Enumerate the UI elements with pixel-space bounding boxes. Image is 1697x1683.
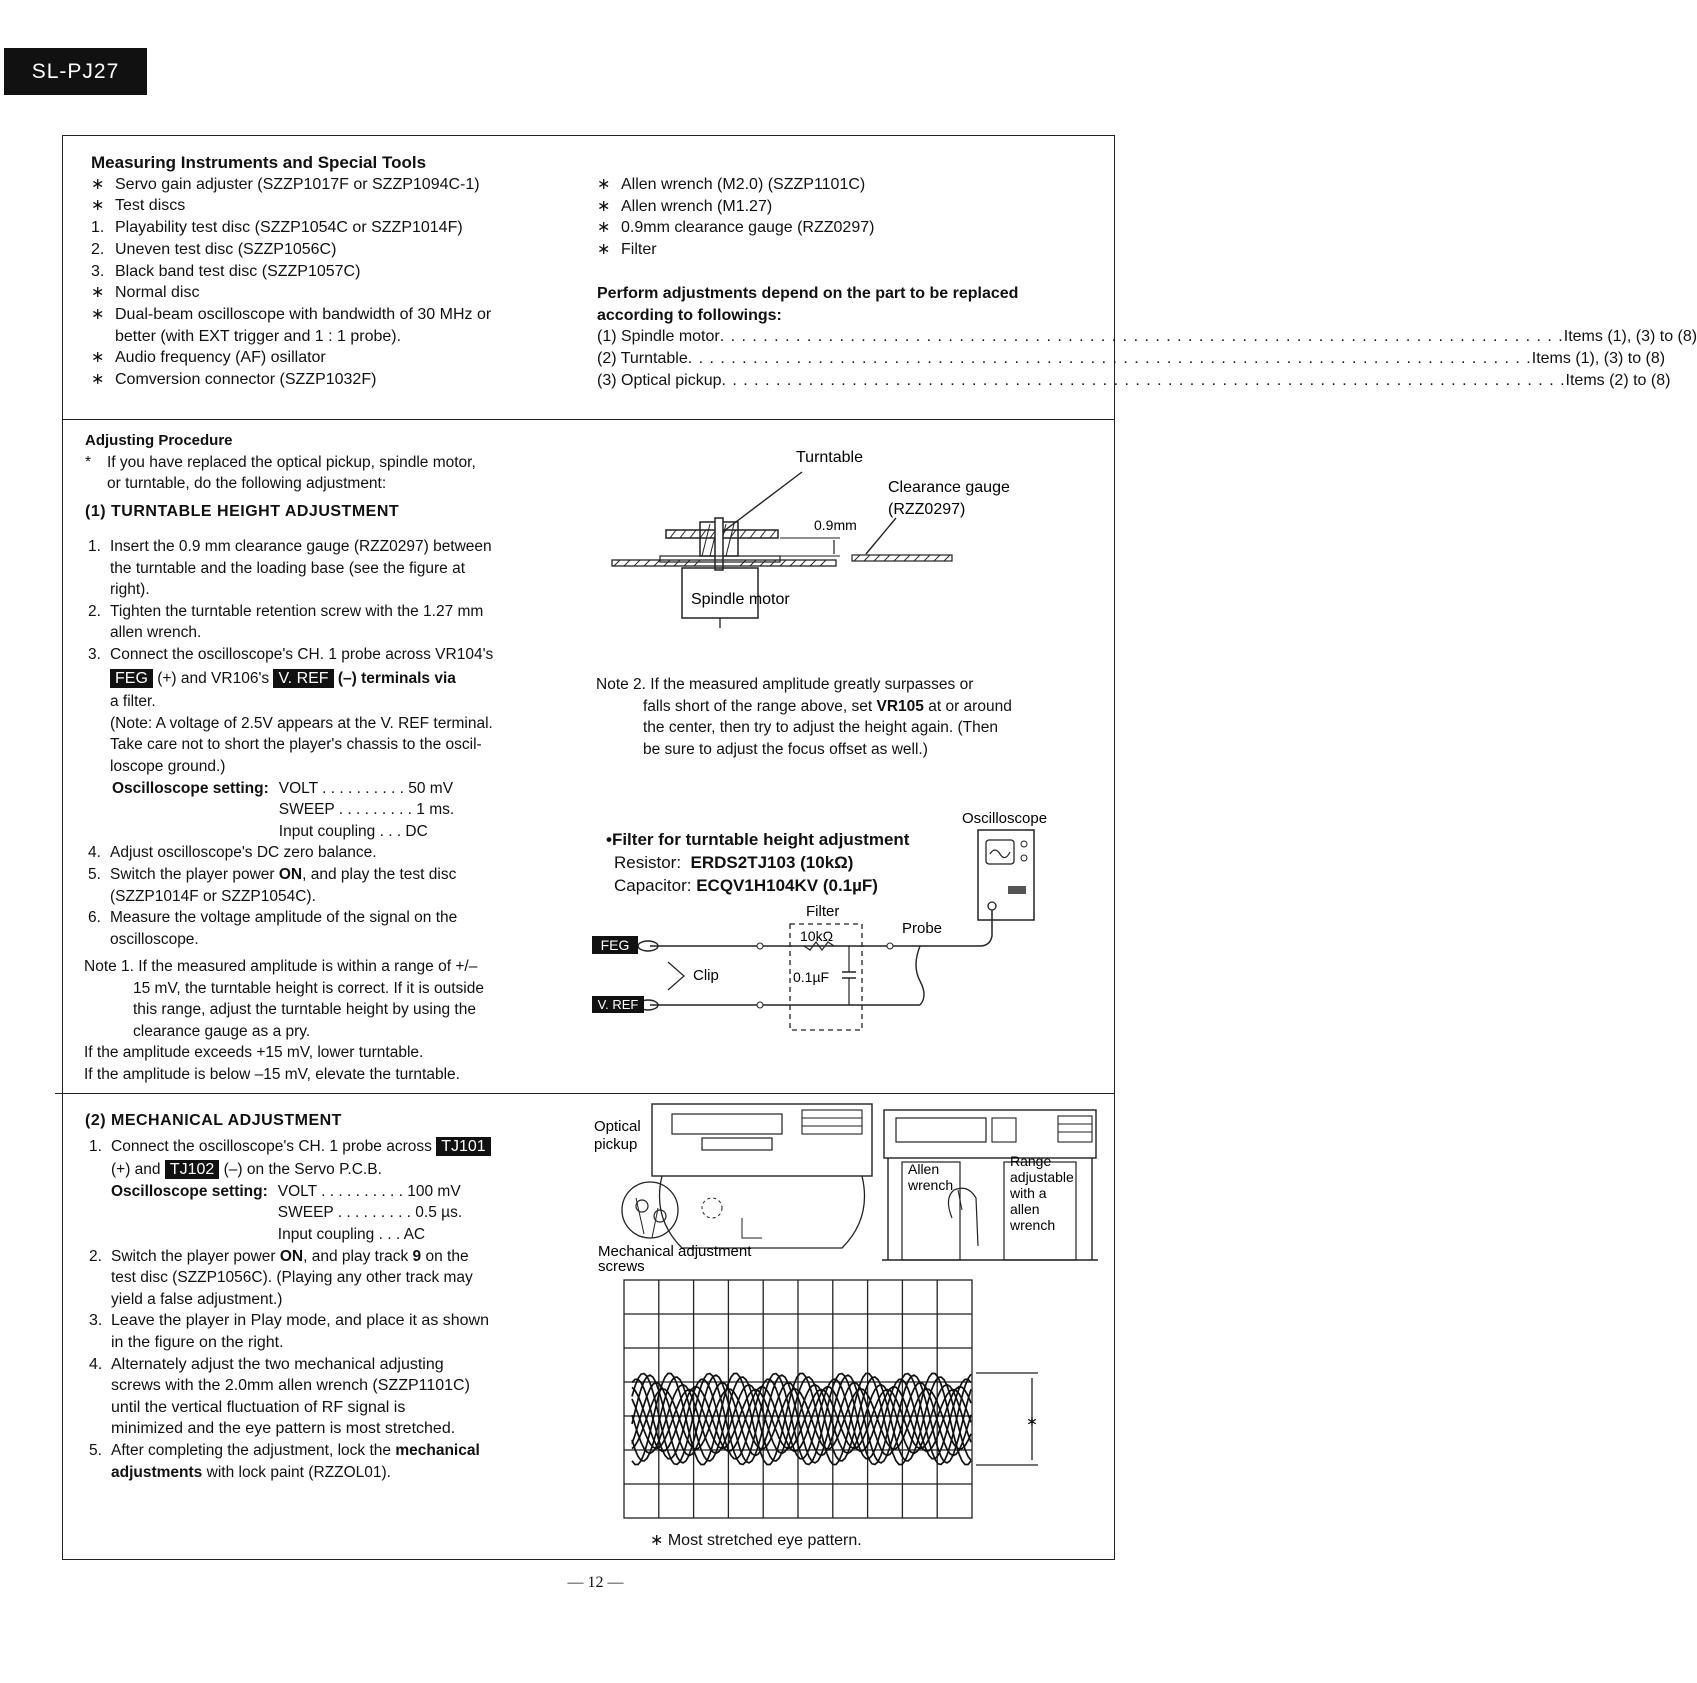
setting-label: Oscilloscope setting: [112, 779, 269, 797]
perform-items: Items (2) to (8) [1565, 371, 1671, 389]
list-marker: 1. [91, 219, 105, 237]
tool-item [91, 261, 591, 283]
intro-text: If you have replaced the optical pickup, spindle motor, [107, 453, 476, 471]
filter-label: Filter [806, 903, 840, 920]
list-text: Allen wrench (M2.0) (SZZP1101C) [621, 176, 866, 193]
tool-item [597, 196, 1097, 218]
perform-part: (3) Optical pickup [597, 371, 722, 389]
tool-item [597, 174, 1097, 196]
setting-row [111, 1181, 462, 1203]
setting-row [111, 1224, 462, 1246]
tool-item [91, 174, 591, 196]
list-marker: ∗ [597, 219, 611, 237]
setting-row [112, 778, 454, 800]
section-1-title: (1) TURNTABLE HEIGHT ADJUSTMENT [85, 502, 400, 520]
clearance-gauge-label: Clearance gauge [888, 479, 1010, 496]
list-text: Filter [621, 241, 657, 259]
list-text: better (with EXT trigger and 1 : 1 probe). [115, 327, 402, 345]
setting-value: VOLT . . . . . . . . . . 100 mV [277, 1182, 461, 1200]
list-text: Normal disc [115, 284, 200, 302]
list-marker: ∗ [597, 176, 611, 193]
turntable-label: Turntable [796, 449, 863, 466]
perform-items: Items (1), (3) to (8) [1563, 328, 1697, 346]
allen-wrench-label: Allen [908, 1161, 940, 1177]
oscilloscope-label: Oscilloscope [962, 810, 1048, 827]
resistor-value: 10kΩ [800, 928, 834, 944]
tool-item [91, 282, 591, 304]
model-label: SL-PJ27 [4, 48, 147, 95]
range-adjustable-label: Range [1010, 1153, 1052, 1169]
mechanical-screws-label: Mechanical adjustment [598, 1243, 752, 1260]
setting-value: VOLT . . . . . . . . . . 50 mV [278, 779, 454, 797]
tool-item [91, 195, 591, 217]
clip-label: Clip [693, 967, 719, 984]
divider [55, 1093, 1115, 1094]
tj102-tag: TJ102 [165, 1160, 219, 1179]
svg-text:with a: with a [1010, 1185, 1047, 1201]
perform-part: (1) Spindle motor [597, 328, 720, 346]
section-1-steps: 1. Insert the 0.9 mm clearance gauge (RZZ0297) between the turntable and the loading base (see the figure at right). 2. Tighten the turntable retention screw with the 1.27 mm allen wrench. 3. Connect the oscilloscope's CH. 1 probe across VR104's FEG (+) and VR106's V. REF (–) terminals via a filter. (Note: A voltage of 2.5V appears at the V. REF terminal. Take care not to short the player's chassis to the oscil- loscope ground.) Oscilloscope setting: VOLT . . . . . . . . . . 50 mV SWEEP . . . . . . . . . 1 ms. Input coupling . . . DC 4. Adjust oscilloscope's DC zero balance. 5. Switch the player power ON, and play the test disc (SZZP1014F or SZZP1054C). 6. Measure the voltage amplitude of the signal on the oscilloscope. [88, 538, 494, 948]
list-text: Comversion connector (SZZP1032F) [115, 371, 377, 389]
list-text: Allen wrench (M1.27) [621, 197, 773, 215]
eye-trace [632, 1389, 971, 1449]
tools-heading: Measuring Instruments and Special Tools [91, 153, 427, 172]
section-2: (2) MECHANICAL ADJUSTMENT 1. Connect the oscilloscope's CH. 1 probe across TJ101 (+) and TJ102 (–) on the Servo P.C.B. Oscilloscope setting: VOLT . . . . . . . . . . 100 mV SWEEP . . . . . . . . . 0.5 µs. Input coupling . . . AC 2. Switch the player power ON, and play track 9 on the test disc (SZZP1056C). (Playing any other track may yield a false adjustment.) 3. Leave the player in Play mode, and place it as shown in the figure on the right. 4. Alternately adjust the two mechanical adjusting screws with the 2.0mm allen wrench (SZZP1101C) until the vertical fluctuation of RF signal is minimized and the eye pattern is most stretched. 5. After completing the adjustment, lock the mechanical adjustments with lock paint (RZZOL01). [85, 1110, 575, 1483]
note-2: Note 2. If the measured amplitude greatly surpasses or falls short of the range above, set VR105 at or around the center, then try to adjust the height again. (Then be sure to adjust the focus offset as well.) [596, 676, 1012, 758]
list-text: Servo gain adjuster (SZZP1017F or SZZP1094C-1) [115, 175, 480, 193]
setting-value: SWEEP . . . . . . . . . 0.5 µs. [277, 1204, 463, 1222]
svg-text:allen: allen [1010, 1201, 1040, 1217]
tools-list-left [91, 152, 591, 391]
oscilloscope-setting-1 [112, 778, 454, 843]
setting-value: SWEEP . . . . . . . . . 1 ms. [278, 801, 455, 819]
gap-label: 0.9mm [814, 517, 857, 533]
probe-label: Probe [902, 920, 943, 937]
list-marker: ∗ [597, 197, 611, 215]
list-marker [91, 326, 115, 348]
capacitor-value: 0.1µF [793, 969, 830, 985]
svg-text:pickup: pickup [594, 1136, 638, 1153]
eye-marker: ∗ [1026, 1413, 1038, 1429]
vref-tag: V. REF [273, 669, 333, 688]
setting-label: Oscilloscope setting: [111, 1182, 268, 1200]
procedure-heading: Adjusting Procedure [85, 432, 233, 449]
perform-row [597, 370, 1671, 392]
list-text: Dual-beam oscilloscope with bandwidth of 30 MHz or [115, 305, 492, 323]
setting-row [112, 799, 454, 821]
tools-list-right [597, 174, 1097, 261]
list-text: Uneven test disc (SZZP1056C) [115, 240, 337, 258]
perform-row [597, 326, 1697, 348]
eye-pattern-figure [620, 1278, 1040, 1522]
eye-caption: ∗ Most stretched eye pattern. [650, 1532, 862, 1549]
eye-trace [632, 1390, 971, 1449]
list-text: Black band test disc (SZZP1057C) [115, 262, 361, 280]
tool-item [91, 239, 591, 261]
list-marker: ∗ [91, 175, 105, 193]
filter-spec: •Filter for turntable height adjustment Resistor: ERDS2TJ103 (10kΩ) Capacitor: ECQV1H104KV (0.1µF) [606, 828, 946, 897]
turntable-figure [600, 440, 1010, 640]
list-marker: ∗ [91, 305, 105, 323]
list-text: Test discs [115, 197, 186, 215]
list-marker: ∗ [597, 241, 611, 259]
svg-text:wrench: wrench [908, 1177, 954, 1193]
perform-part: (2) Turntable [597, 350, 688, 368]
perform-heading-2: according to followings: [597, 306, 782, 324]
tool-item [91, 304, 591, 326]
list-text: 0.9mm clearance gauge (RZZ0297) [621, 219, 875, 237]
setting-row [112, 821, 454, 843]
list-text: Playability test disc (SZZP1054C or SZZP1014F) [115, 219, 463, 237]
tool-item [91, 369, 591, 391]
filter-title: •Filter for turntable height adjustment [606, 830, 910, 849]
feg-tag: FEG [110, 669, 153, 688]
tool-item [597, 239, 1097, 261]
perform-items: Items (1), (3) to (8) [1531, 350, 1666, 368]
tool-item [91, 347, 591, 369]
mechanical-figure [592, 1098, 1102, 1278]
setting-value: Input coupling . . . AC [277, 1225, 426, 1243]
section-2-title: (2) MECHANICAL ADJUSTMENT [85, 1112, 342, 1129]
oscilloscope-setting-2 [111, 1181, 462, 1246]
svg-text:screws: screws [598, 1258, 645, 1275]
svg-text:adjustable: adjustable [1010, 1169, 1074, 1185]
list-marker: 2. [91, 240, 105, 258]
setting-value: Input coupling . . . DC [278, 822, 428, 840]
perform-block [597, 283, 1697, 392]
list-marker: ∗ [91, 284, 105, 302]
svg-text:wrench: wrench [1010, 1217, 1056, 1233]
page-number: — 12 — [567, 1574, 624, 1591]
perform-row [597, 348, 1666, 370]
feg-terminal-tag: FEG [600, 937, 630, 953]
list-marker: ∗ [91, 349, 105, 367]
vref-terminal-tag: V. REF [597, 997, 639, 1012]
list-text: Audio frequency (AF) osillator [115, 349, 326, 367]
list-marker: 3. [91, 262, 105, 280]
tool-item [91, 217, 591, 239]
tool-item [91, 326, 591, 348]
tj101-tag: TJ101 [436, 1137, 490, 1156]
tool-item [597, 217, 1097, 239]
filter-circuit-figure [590, 806, 1060, 1036]
divider [62, 419, 1115, 420]
list-marker: ∗ [91, 371, 105, 389]
list-marker: ∗ [91, 197, 105, 215]
setting-row [111, 1202, 462, 1224]
spindle-motor-label: Spindle motor [691, 591, 790, 608]
gauge-part-label: (RZZ0297) [888, 501, 966, 518]
procedure-column: Adjusting Procedure * If you have replaced the optical pickup, spindle motor, or turntable, do the following adjustment: (1) TURNTABLE HEIGHT ADJUSTMENT [85, 430, 570, 522]
perform-heading: Perform adjustments depend on the part to be replaced [597, 285, 1019, 302]
optical-pickup-label: Optical [594, 1118, 641, 1135]
note-1: Note 1. If the measured amplitude is within a range of +/– 15 mV, the turntable height is correct. If it is outside this range, adjust the turntable height by using the clearance gauge as a pry. If the amplitude exceeds +15 mV, lower turntable. If the amplitude is below –15 mV, elevate the turntable. [84, 958, 484, 1083]
